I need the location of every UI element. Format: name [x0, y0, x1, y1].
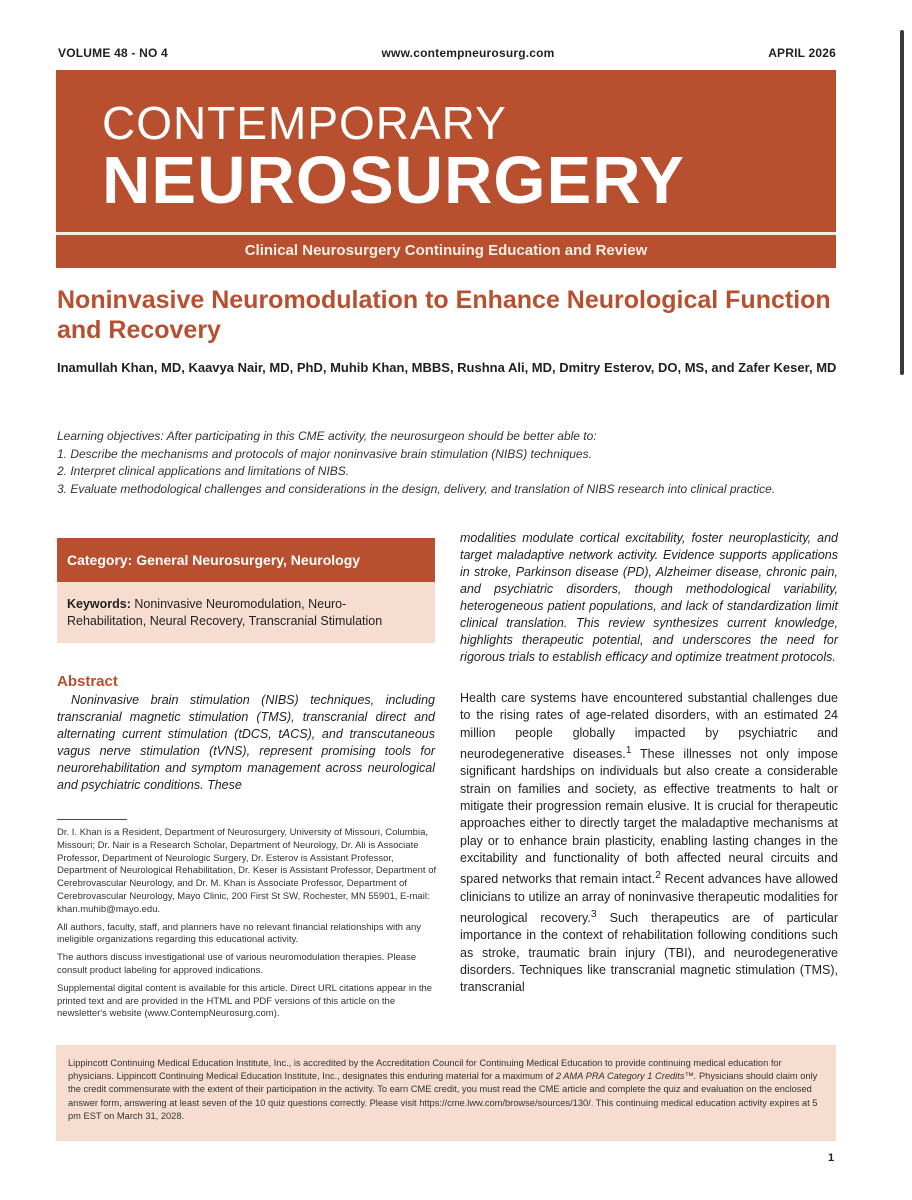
citation-ref[interactable]: 1	[625, 744, 632, 756]
objective-item: 2. Interpret clinical applications and limitations of NIBS.	[57, 464, 350, 479]
page-number: 1	[828, 1152, 835, 1164]
issue-date: APRIL 2026	[768, 46, 836, 60]
citation-ref[interactable]: 2	[655, 870, 661, 882]
masthead-divider	[56, 232, 836, 235]
objective-item: 3. Evaluate methodological challenges and considerations in the design, delivery, and translation of NIBS research into clinical practice.	[57, 481, 776, 496]
footnote-divider	[57, 819, 127, 820]
footnote-supplemental: Supplemental digital content is available for this article. Direct URL citations appear in the printed text and are provided in the HTML and PDF versions of this article on the newsletter's website (www.ContempNeurosurg.com).	[57, 982, 433, 1020]
masthead-subtitle: Clinical Neurosurgery Continuing Education and Review	[244, 242, 648, 259]
body-text: Recent advances have allowed clinicians to utilize an array of noninvasive therapeutic modalities for neurological recovery.	[460, 872, 838, 926]
footnotes	[57, 827, 437, 1026]
keywords-label: Keywords:	[67, 597, 131, 611]
footnote-offlabel: The authors discuss investigational use of various neuromodulation therapies. Please consult product labeling for approved indications.	[57, 952, 417, 976]
left-column	[57, 538, 435, 794]
scrollbar[interactable]	[900, 30, 904, 375]
body-text: These illnesses not only impose significant hardships on individuals but also create a considerable strain on families and society, as effective treatments to halt or mitigate their progression remain elusive. It is crucial for therapeutic approaches either to directly target the maladaptive mechanisms at play or to enhance brain plasticity, enabling lasting changes in the excitability and functionality of both affected neural circuits and spared networks that remain intact.	[460, 747, 839, 887]
body-text: Health care systems have encountered substantial challenges due to the rising rates of age-related disorders, with an estimated 24 million people globally impacted by psychiatric and neurodegenerative diseases.	[460, 691, 838, 762]
abstract-heading: Abstract	[57, 673, 118, 690]
citation-ref[interactable]: 3	[590, 908, 597, 920]
footnote-disclosure: All authors, faculty, staff, and planners have no relevant financial relationships with any ineligible organizations regarding this educational activity.	[57, 921, 422, 946]
learning-objectives	[57, 428, 839, 498]
abstract-text-right: modalities modulate cortical excitability, foster neuroplasticity, and target maladaptive network activity. Evidence supports applications in stroke, Parkinson disease (PD), Alzheimer disease, chronic pain, and psychiatric disorders, though methodological variability, heterogeneous patient populations, and lack of standardization limit clinical translation. This review synthesizes current knowledge, highlights therapeutic potential, and underscores the need for rigorous trials to establish efficacy and optimize treatment protocols.	[460, 531, 838, 664]
footnote-affiliations: Dr. I. Khan is a Resident, Department of Neurosurgery, University of Missouri, Columbia, Missouri; Dr. Nair is a Research Scholar, Department of Neurology, Dr. Ali is Associate Professor, Department of Neurologic Surgery, Dr. Esterov is Assistant Professor, Department of Neurological Rehabilitation, Dr. Keser is Assistant Professor, Department of Cerebrovascular Neurology, and Dr. M. Khan is Associate Professor, Department of Cerebrovascular Neurology, Mayo Clinic, 200 First St SW, Rochester, MN 55901, E-mail: khan.muhib@mayo.edu.	[57, 827, 437, 915]
masthead-banner	[56, 70, 836, 268]
abstract-text-left: Noninvasive brain stimulation (NIBS) techniques, including transcranial magnetic stimulation (TMS), transcranial direct and alternating current stimulation (tDCS, tACS), and transcutaneous vagus nerve stimulation (tVNS), represent promising tools for neurorehabilitation and symptom management across neurological and psychiatric conditions. These	[57, 693, 435, 792]
body-paragraph	[460, 690, 838, 997]
article-title: Noninvasive Neuromodulation to Enhance Neurological Function and Recovery	[57, 286, 831, 344]
objective-item: 1. Describe the mechanisms and protocols of major noninvasive brain stimulation (NIBS) techniques.	[57, 446, 592, 461]
category-box: Category: General Neurosurgery, Neurology	[57, 538, 435, 582]
cme-text: Physicians should claim only the credit commensurate with the extent of their participation in the activity. To earn CME credit, you must read the CME article and complete the quiz and evaluation on the enclosed answer form, answering at least seven of the 10 quiz questions correctly. Please visit https://cme.lww.com/browse/sources/130/. This continuing medical education activity expires at 5 pm EST on March 31, 2028.	[68, 1071, 818, 1121]
keywords-box	[57, 582, 435, 643]
objectives-intro: Learning objectives: After participating in this CME activity, the neurosurgeon should be better able to:	[57, 429, 597, 443]
cme-accreditation-box	[56, 1045, 836, 1141]
cme-text: Lippincott Continuing Medical Education Institute, Inc., is accredited by the Accreditation Council for Continuing Medical Education to provide continuing medical education for physicians. Lippincott Continuing Medical Education Institute, Inc., designates this enduring material for a maximum of	[68, 1058, 782, 1082]
header-bar	[58, 46, 836, 60]
masthead-line2: NEUROSURGERY	[102, 143, 685, 218]
article-authors: Inamullah Khan, MD, Kaavya Nair, MD, PhD, Muhib Khan, MBBS, Rushna Ali, MD, Dmitry Esterov, DO, MS, and Zafer Keser, MD	[57, 360, 837, 375]
body-text: Such therapeutics are of particular importance in the context of rehabilitation following conditions such as stroke, traumatic brain injury (TBI), and neurodegenerative disorders. Techniques like transcranial magnetic stimulation (TMS), transcranial	[460, 911, 838, 995]
masthead-line1: CONTEMPORARY	[102, 97, 507, 149]
keywords-text: Noninvasive Neuromodulation, Neuro-Rehabilitation, Neural Recovery, Transcranial Stimulation	[67, 597, 383, 628]
website-link[interactable]: www.contempneurosurg.com	[381, 46, 555, 60]
cme-credits: 2 AMA PRA Category 1 Credits™.	[555, 1071, 697, 1082]
volume-label: VOLUME 48 - NO 4	[58, 46, 168, 60]
right-column	[460, 530, 838, 997]
